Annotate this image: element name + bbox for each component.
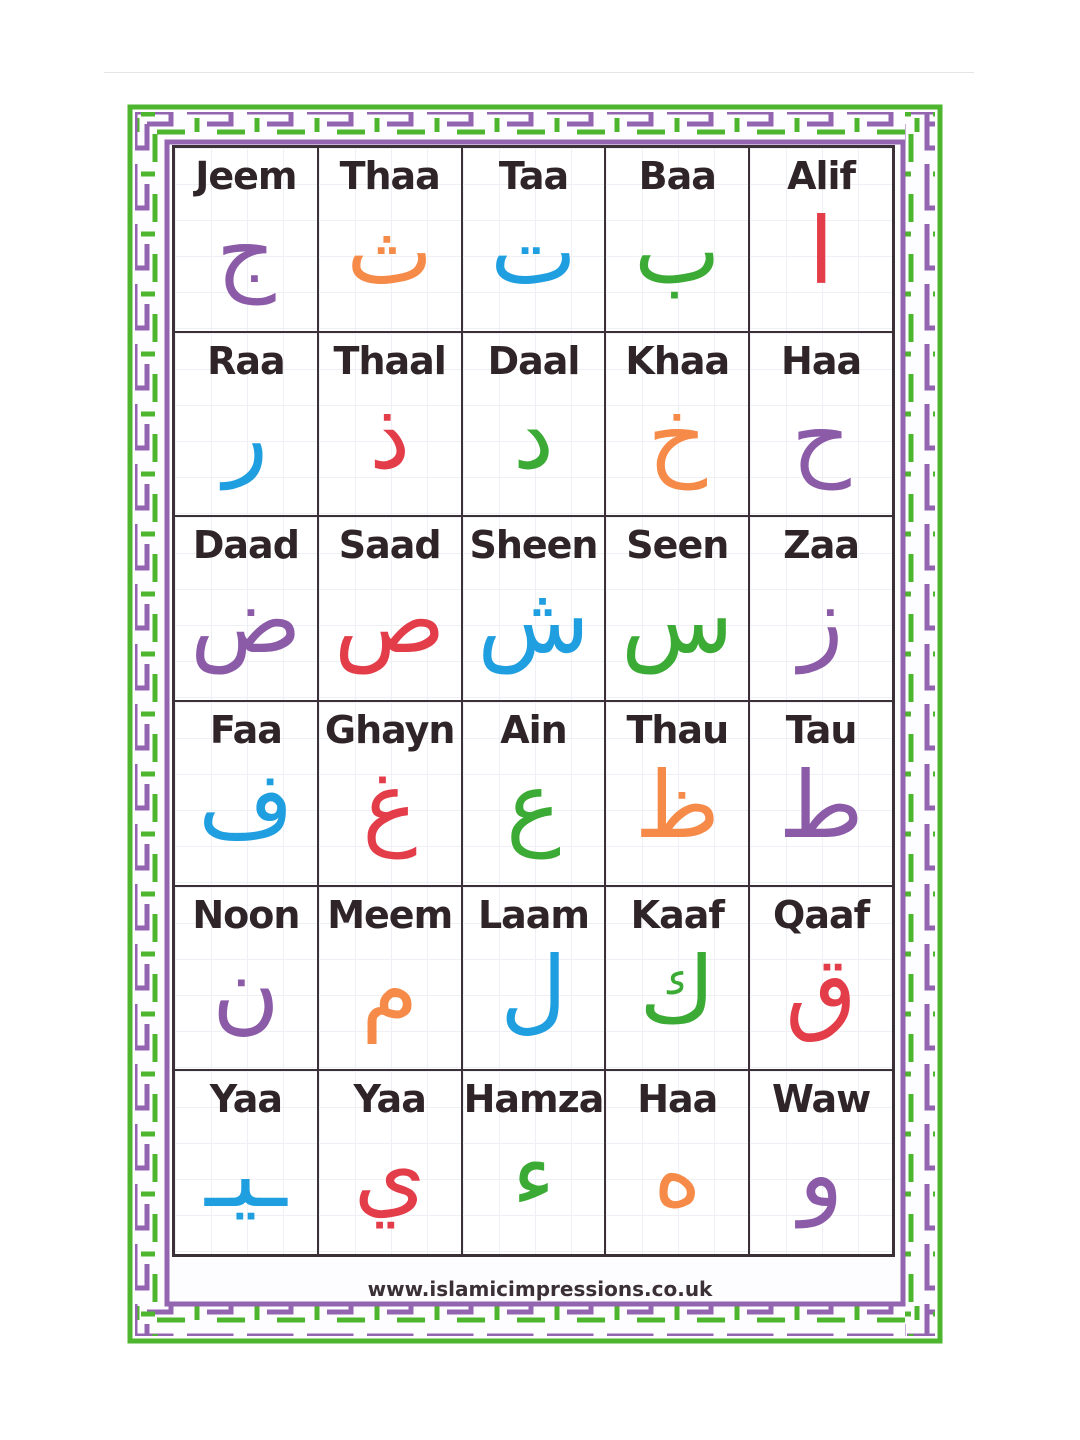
letter-name: Zaa: [783, 523, 860, 568]
letter-cell-tau: [749, 701, 893, 886]
letter-name: Meem: [327, 892, 453, 937]
letter-cell-saad: [318, 516, 462, 701]
letter-name: Raa: [207, 338, 285, 383]
letter-cell-jeem: [174, 147, 318, 332]
letter-name: Waw: [771, 1077, 871, 1122]
letter-cell-seen: [605, 516, 749, 701]
letter-cell-qaaf: [749, 886, 893, 1071]
letter-name: Faa: [209, 708, 282, 752]
letter-cell-thaal: [318, 332, 462, 517]
letter-cell-faa: [174, 701, 318, 886]
letter-name: Thau: [626, 708, 729, 752]
arabic-letter: ي: [353, 1121, 426, 1229]
arabic-letter: م: [361, 936, 419, 1044]
arabic-letter: ض: [190, 567, 302, 675]
letter-cell-daad: [174, 516, 318, 701]
arabic-letter: ـيـ: [205, 1121, 287, 1229]
website-url: www.islamicimpressions.co.uk: [367, 1277, 713, 1301]
letter-name: Daal: [487, 338, 580, 383]
arabic-letter: ق: [785, 936, 857, 1044]
arabic-letter: خ: [647, 382, 707, 490]
arabic-letter: ه: [653, 1121, 702, 1229]
arabic-letter: ط: [778, 752, 864, 859]
letter-name: Alif: [787, 154, 856, 198]
arabic-letter: ل: [500, 936, 567, 1044]
letter-name: Thaa: [339, 154, 440, 198]
letter-name: Noon: [192, 892, 300, 937]
letter-cell-sheen: [462, 516, 606, 701]
arabic-letter: ز: [798, 567, 844, 675]
arabic-letter: ذ: [369, 382, 411, 490]
letter-cell-noon: [174, 886, 318, 1071]
arabic-letter: غ: [362, 752, 418, 859]
letter-cell-laam: [462, 886, 606, 1071]
letter-cell-zaa: [749, 516, 893, 701]
letter-cell-haa: [749, 332, 893, 517]
scan-edge-line: [104, 72, 974, 73]
letter-name: Sheen: [469, 523, 598, 568]
letter-cell-yaa: [318, 1070, 462, 1255]
letter-cell-haa: [605, 1070, 749, 1255]
arabic-letter: س: [621, 567, 734, 675]
arabic-letter: ف: [198, 752, 294, 859]
arabic-letter: ح: [791, 382, 851, 490]
arabic-letter: ن: [212, 936, 280, 1044]
letter-cell-meem: [318, 886, 462, 1071]
arabic-letter: ت: [490, 198, 577, 305]
letter-cell-kaaf: [605, 886, 749, 1071]
letter-cell-taa: [462, 147, 606, 332]
letter-cell-ain: [462, 701, 606, 886]
arabic-letter: د: [513, 382, 554, 490]
letter-cell-yaa: [174, 1070, 318, 1255]
letter-name: Khaa: [625, 338, 730, 383]
arabic-letter: ث: [346, 198, 433, 305]
letter-cell-thau: [605, 701, 749, 886]
arabic-letter: و: [798, 1121, 844, 1229]
letter-name: Ain: [500, 708, 567, 752]
letter-cell-raa: [174, 332, 318, 517]
letter-name: Ghayn: [324, 708, 455, 752]
letter-name: Saad: [338, 523, 441, 568]
letter-name: Kaaf: [630, 892, 724, 937]
letter-cell-khaa: [605, 332, 749, 517]
arabic-letter: ع: [506, 752, 561, 859]
letter-name: Jeem: [195, 154, 297, 198]
arabic-letter: ء: [511, 1121, 556, 1229]
alphabet-grid: [172, 145, 895, 1257]
letter-name: Baa: [638, 154, 716, 198]
letter-name: Yaa: [353, 1077, 426, 1122]
letter-cell-daal: [462, 332, 606, 517]
arabic-letter: ك: [639, 936, 716, 1044]
letter-name: Thaal: [333, 338, 446, 383]
arabic-letter: ص: [334, 567, 446, 675]
letter-cell-waw: [749, 1070, 893, 1255]
letter-name: Yaa: [209, 1077, 283, 1122]
letter-name: Daad: [192, 523, 299, 568]
letter-name: Haa: [637, 1077, 718, 1122]
letter-name: Qaaf: [773, 892, 870, 937]
letter-name: Haa: [781, 338, 862, 383]
letter-name: Tau: [785, 708, 857, 752]
letter-name: Taa: [498, 154, 569, 198]
arabic-letter: ر: [223, 382, 269, 490]
arabic-letter: ظ: [634, 752, 720, 859]
letter-cell-thaa: [318, 147, 462, 332]
letter-cell-baa: [605, 147, 749, 332]
letter-name: Seen: [626, 523, 729, 568]
letter-cell-hamza: [462, 1070, 606, 1255]
arabic-letter: ش: [477, 567, 590, 675]
letter-name: Hamza: [463, 1077, 604, 1122]
letter-name: Laam: [477, 892, 590, 937]
arabic-letter: ج: [216, 198, 276, 305]
letter-cell-ghayn: [318, 701, 462, 886]
letter-cell-alif: [749, 147, 893, 332]
arabic-letter: ب: [633, 198, 721, 305]
arabic-letter: ا: [808, 198, 834, 305]
